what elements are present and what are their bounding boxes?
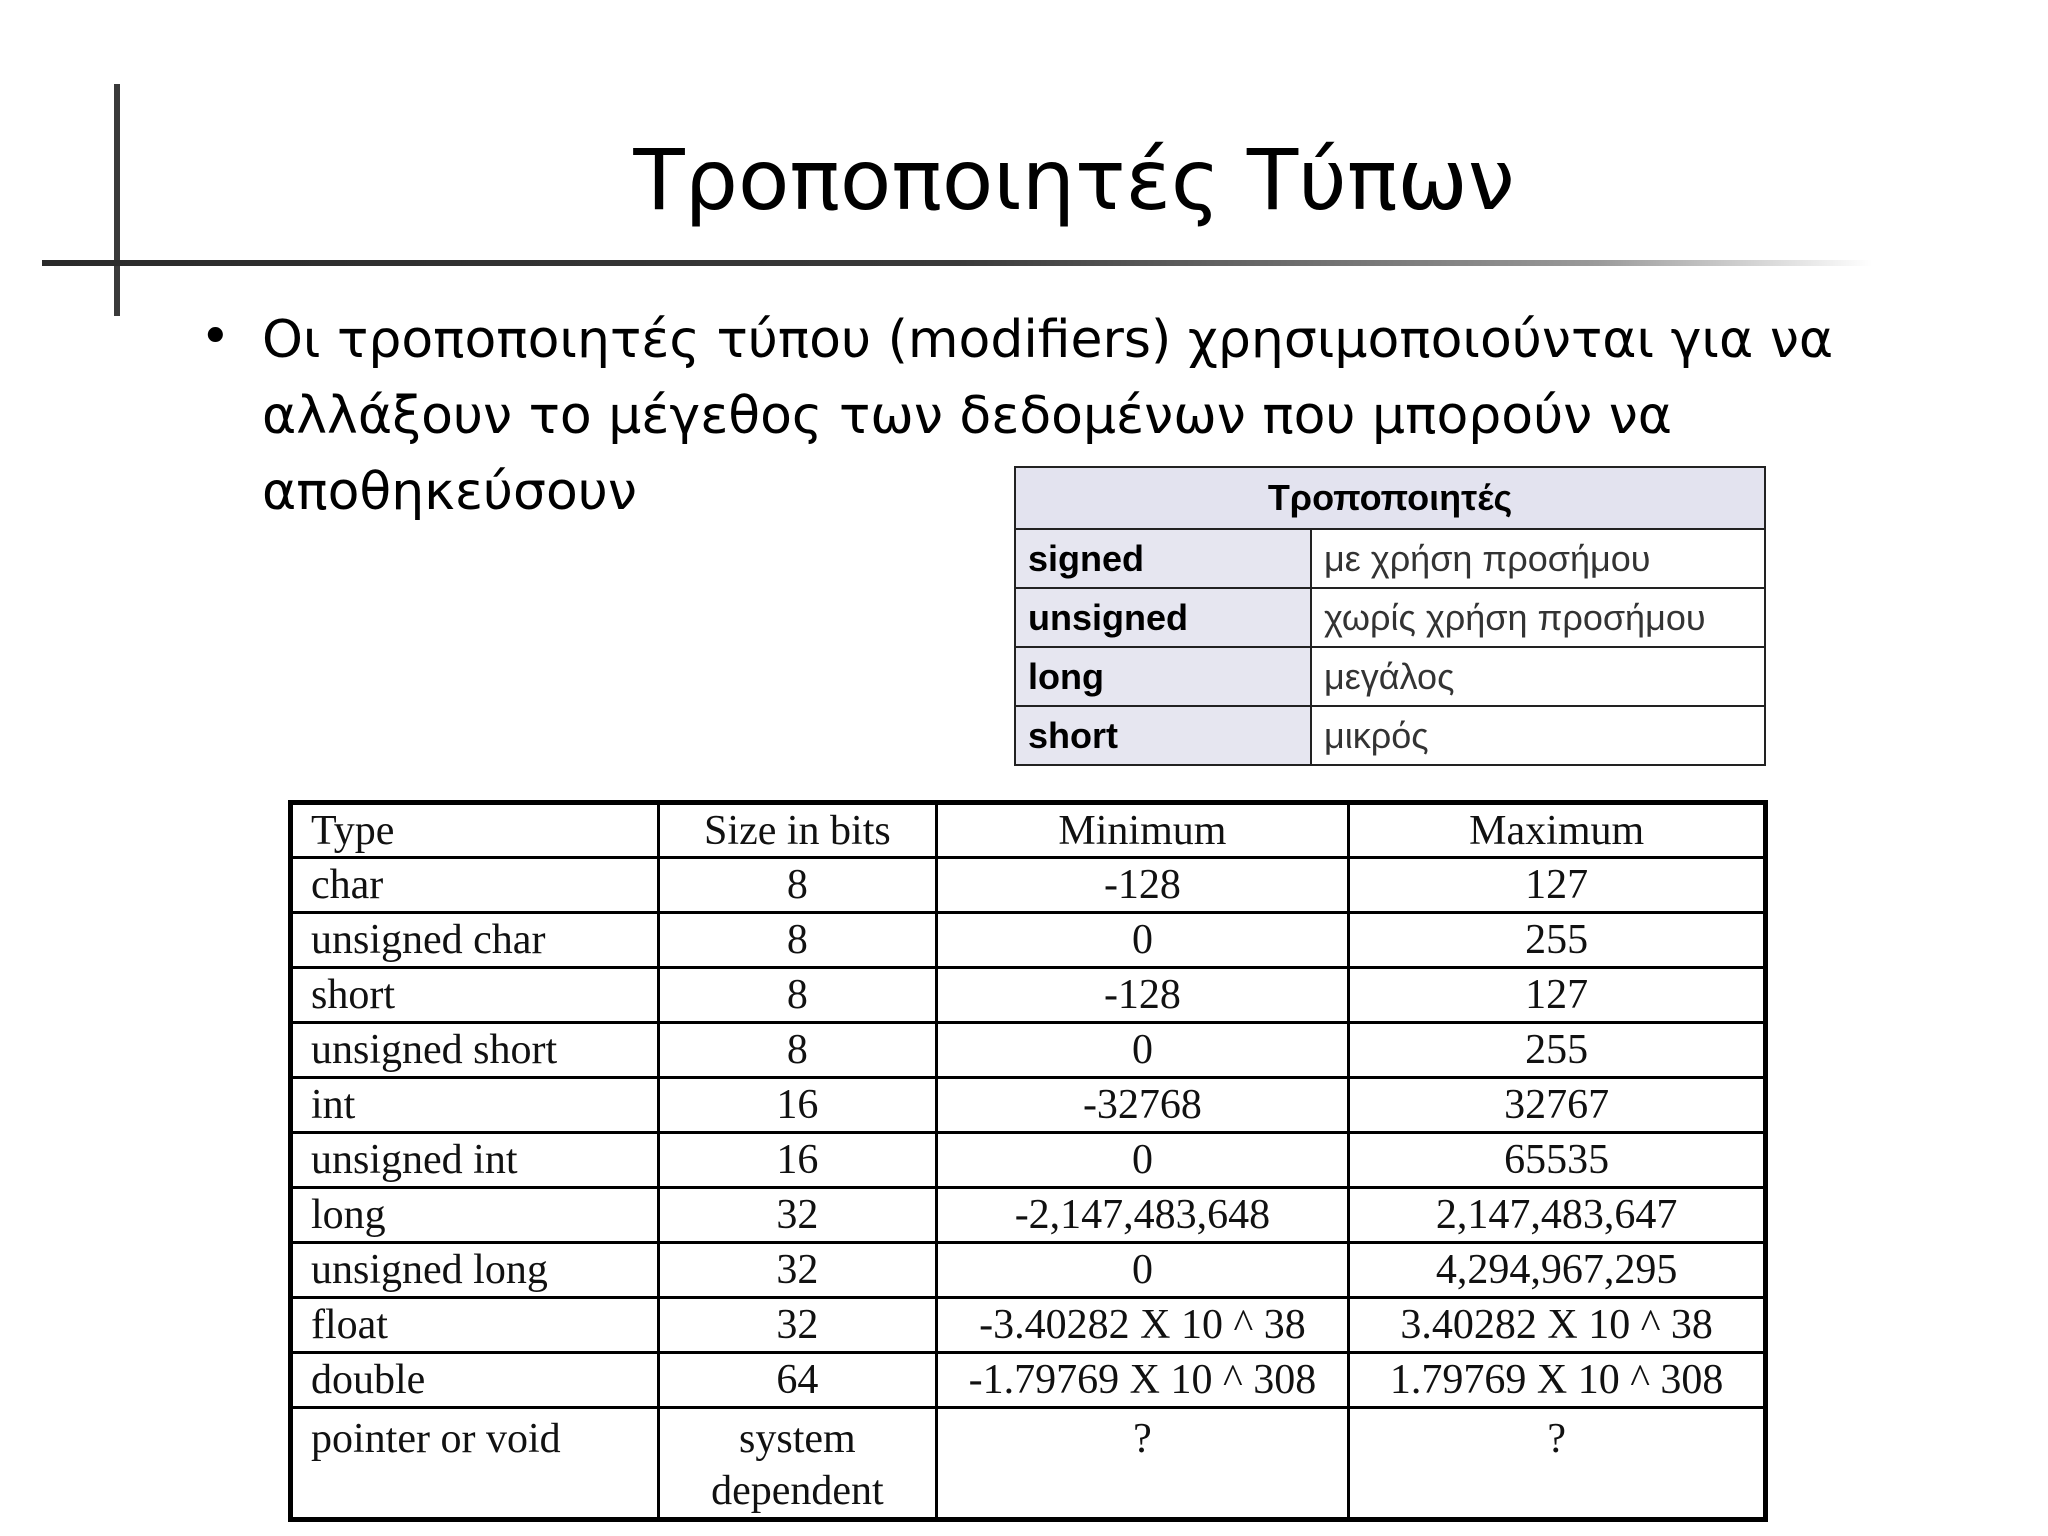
- cell-maximum: 127: [1349, 858, 1766, 913]
- cell-size: 16: [659, 1078, 936, 1133]
- decorative-horizontal-line: [42, 260, 1872, 266]
- cell-size: 8: [659, 913, 936, 968]
- table-row: [291, 1408, 1766, 1520]
- header-size: Size in bits: [659, 803, 936, 858]
- modifiers-table: [1014, 466, 1766, 766]
- cell-minimum: -128: [936, 858, 1349, 913]
- modifier-key: unsigned: [1015, 588, 1311, 647]
- cell-size: 64: [659, 1353, 936, 1408]
- cell-type: long: [291, 1188, 659, 1243]
- table-row: [291, 968, 1766, 1023]
- cell-maximum: 3.40282 X 10 ^ 38: [1349, 1298, 1766, 1353]
- types-table-header-row: [291, 803, 1766, 858]
- modifier-value: μικρός: [1311, 706, 1765, 765]
- header-maximum: Maximum: [1349, 803, 1766, 858]
- cell-type: pointer or void: [291, 1408, 659, 1520]
- cell-size: 8: [659, 858, 936, 913]
- cell-maximum: 4,294,967,295: [1349, 1243, 1766, 1298]
- table-row: [291, 1188, 1766, 1243]
- cell-maximum: ?: [1349, 1408, 1766, 1520]
- cell-size: 8: [659, 968, 936, 1023]
- modifier-row: [1015, 647, 1765, 706]
- modifiers-table-header: Τροποποιητές: [1015, 467, 1765, 529]
- modifier-row: [1015, 529, 1765, 588]
- header-type: Type: [291, 803, 659, 858]
- table-row: [291, 1353, 1766, 1408]
- cell-minimum: ?: [936, 1408, 1349, 1520]
- cell-maximum: 2,147,483,647: [1349, 1188, 1766, 1243]
- cell-maximum: 127: [1349, 968, 1766, 1023]
- cell-minimum: -128: [936, 968, 1349, 1023]
- modifier-row: [1015, 706, 1765, 765]
- cell-minimum: 0: [936, 913, 1349, 968]
- table-row: [291, 1078, 1766, 1133]
- cell-type: unsigned short: [291, 1023, 659, 1078]
- bullet-marker: •: [200, 307, 231, 367]
- slide-title: Τροποποιητές Τύπων: [633, 131, 1515, 229]
- cell-type: unsigned long: [291, 1243, 659, 1298]
- modifier-value: με χρήση προσήμου: [1311, 529, 1765, 588]
- cell-size: system dependent: [659, 1408, 936, 1520]
- modifier-key: short: [1015, 706, 1311, 765]
- cell-type: float: [291, 1298, 659, 1353]
- modifier-row: [1015, 588, 1765, 647]
- cell-size: 32: [659, 1188, 936, 1243]
- cell-size: 32: [659, 1298, 936, 1353]
- modifier-value: χωρίς χρήση προσήμου: [1311, 588, 1765, 647]
- cell-minimum: -3.40282 X 10 ^ 38: [936, 1298, 1349, 1353]
- cell-type: short: [291, 968, 659, 1023]
- cell-type: int: [291, 1078, 659, 1133]
- cell-type: unsigned int: [291, 1133, 659, 1188]
- cell-size: 32: [659, 1243, 936, 1298]
- modifier-value: μεγάλος: [1311, 647, 1765, 706]
- cell-maximum: 65535: [1349, 1133, 1766, 1188]
- cell-minimum: 0: [936, 1243, 1349, 1298]
- table-row: [291, 1023, 1766, 1078]
- cell-maximum: 255: [1349, 913, 1766, 968]
- cell-type: unsigned char: [291, 913, 659, 968]
- table-row: [291, 1298, 1766, 1353]
- table-row: [291, 1133, 1766, 1188]
- modifier-key: signed: [1015, 529, 1311, 588]
- cell-maximum: 255: [1349, 1023, 1766, 1078]
- cell-type: char: [291, 858, 659, 913]
- cell-minimum: -32768: [936, 1078, 1349, 1133]
- modifier-key: long: [1015, 647, 1311, 706]
- table-row: [291, 858, 1766, 913]
- cell-size: 8: [659, 1023, 936, 1078]
- cell-size: 16: [659, 1133, 936, 1188]
- cell-minimum: 0: [936, 1023, 1349, 1078]
- cell-minimum: 0: [936, 1133, 1349, 1188]
- cell-maximum: 1.79769 X 10 ^ 308: [1349, 1353, 1766, 1408]
- bullet-text: Οι τροποποιητές τύπου (modifiers) χρησιμοποιούνται για να αλλάξουν το μέγεθος των δεδομένων που μπορούν να αποθηκεύσουν: [262, 310, 1834, 522]
- cell-minimum: -1.79769 X 10 ^ 308: [936, 1353, 1349, 1408]
- cell-maximum: 32767: [1349, 1078, 1766, 1133]
- header-minimum: Minimum: [936, 803, 1349, 858]
- data-types-table: [288, 800, 1768, 1522]
- table-row: [291, 1243, 1766, 1298]
- table-row: [291, 913, 1766, 968]
- cell-type: double: [291, 1353, 659, 1408]
- cell-minimum: -2,147,483,648: [936, 1188, 1349, 1243]
